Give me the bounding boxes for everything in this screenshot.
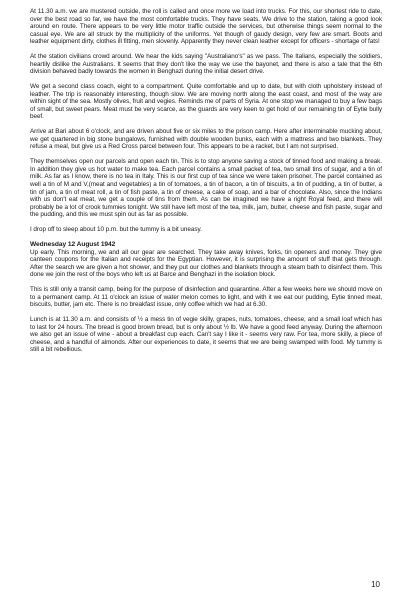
paragraph-station-civilians: At the station civilians crowd around. We hear the kids saying "Australiano's" as we pass. The Italians, especially the soldiers, heartily dislike the Australians. It seems that they don't like the way we use the bayonet, and there is also a tale that the 6th division behaved badly towards the women in Benghazi during the initial desert drive. <box>30 53 382 76</box>
paragraph-lunch: Lunch is at 11.30 a.m. and consists of ½ a mess tin of vegie skilly, grapes, nuts, tomatoes, cheese, and a small loaf which has to last for 24 hours. The bread is good brown bread, but is only about ½ lb. We have a good feed anyway. During the afternoon we also get an issue of wine - about a breakfast cup each. Can't say I like it - seems very raw. For tea, more skilly, a piece of cheese, and a handful of almonds. After our experiences to date, it seems that we are being swamped with food. My tummy is still a bit rebellious. <box>30 316 382 354</box>
paragraph-sleep: I drop off to sleep about 10 p.m. but the tummy is a bit uneasy. <box>30 226 202 234</box>
page-number: 10 <box>371 580 380 589</box>
paragraph-red-cross-parcel: They themselves open our parcels and open each tin. This is to stop anyone saving a stock of tinned food and making a break. In addition they give us hot water to make tea. Each parcel contains a small packet of tea, two small tins of sugar, and a tin of milk. As far as I know, there is no tea in Italy. This is our first cup of tea since we were taken prisoner. The parcel contained as well a tin of M and V,(meat and vegetables) a tin of tomatoes, a tin of bacon, a tin of biscuits, a tin of pudding, a tin of butter, a tin of jam, a tin of meat roll, a tin of fish paste, a tin of cheese, a cake of soap, and a bar of chocolate. Also, since the Indians with us don't eat meat, we get a couple of tins from them. As can be imagined we have a right Royal feed, and there will probably be a lot of crook tummies tonight. We still have left most of the tea, milk, jam, butter, cheese and fish paste, sugar and the pudding, and this we must spin out as far as possible. <box>30 158 382 219</box>
paragraph-transit-camp: This is still only a transit camp, being for the purpose of disinfection and quarantine. After a few weeks here we should move on to a permanent camp. At 11 o'clock an issue of water melon comes to light, and with it we eat our pudding, Eytie tinned meat, biscuits, butter, jam etc. There is no breakfast issue, only coffee which we had at 6.30. <box>30 286 382 309</box>
date-heading: Wednesday 12 August 1942 <box>30 241 116 249</box>
paragraph-search: Up early. This morning, we and all our gear are searched. They take away knives, forks, tin openers and money. They give canteen coupons for the Italian and receipts for the Egyptian. However, it is surprising the amount of stuff that gets through. After the search we are given a hot shower, and they put our clothes and blankets through a steam bath to disinfect them. This done we join the rest of the boys who left us at Barce and Benghazi in the isolation block. <box>30 248 382 279</box>
paragraph-arrive-bari: Arrive at Bari about 6 o'clock, and are driven about five or six miles to the prison camp. Here after interminable mucking about, we get quartered in big stone bungalows, furnished with double wooden bunks, each with a mattress and two blankets. They refuse a meal, but give us a Red Cross parcel between four. This appears to be a racket, but I am not surprised. <box>30 128 382 151</box>
paragraph-station-muster: At 11.30 a.m. we are mustered outside, the roll is called and once more we load into trucks. For this, our shortest ride to date, over the best road so far, we have the most comfortable trucks. They have seats. We drive to the station, taking a good look around en route. There appears to be very little motor traffic outside the services, but otherwise things seem normal to the casual eye. We are all struck by the multiplicity of the uniforms. Yet though of gaudy design, very few are smart. Boots and leather equipment dirty, clothes ill fitting, men slovenly. Apparently they never clean leather except for officers - shortage of fats! <box>30 8 382 46</box>
paragraph-train-coach: We get a second class coach, eight to a compartment. Quite comfortable and up to date, but with cloth upholstery instead of leather. The trip is reasonably interesting, though slow. We are moving north along the east coast, and most of the way are within sight of the sea. Mostly olives, fruit and vegies. Reminds me of parts of Syria. At one stop we managed to buy a few bags of small, but sweet pears. Meat must be very scarce, as the guards are very keen to get hold of our remaining tin of Eytie bully beef. <box>30 83 382 121</box>
diary-page <box>30 8 382 361</box>
